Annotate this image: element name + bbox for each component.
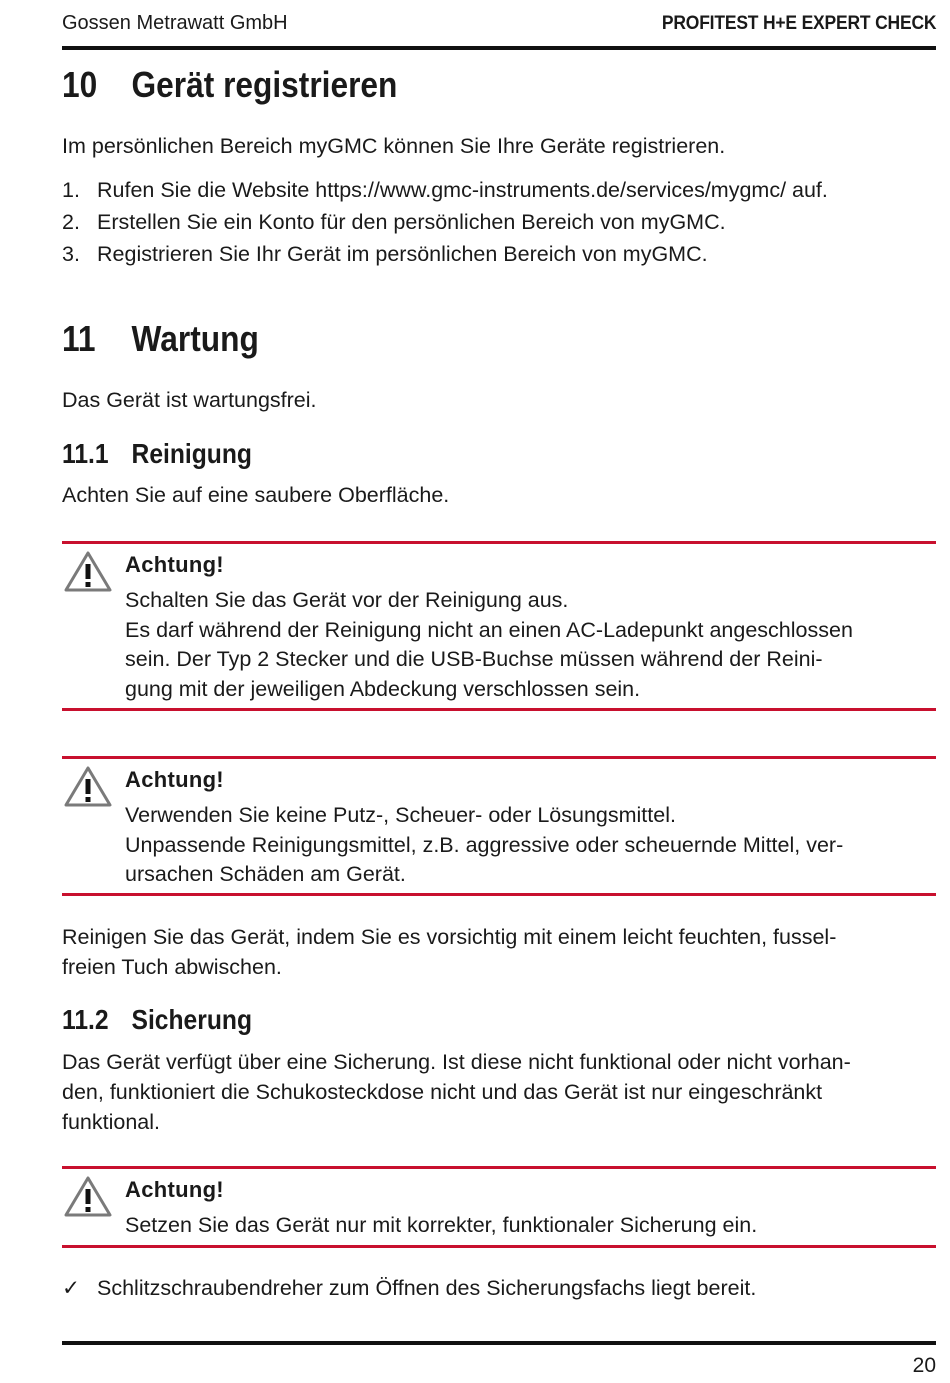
registration-steps bbox=[62, 174, 936, 270]
warning-title: Achtung! bbox=[125, 552, 224, 577]
warning-title: Achtung! bbox=[125, 1177, 224, 1202]
section-11-2-intro bbox=[62, 1047, 936, 1137]
warning-title: Achtung! bbox=[125, 767, 224, 792]
warning-text bbox=[125, 801, 936, 890]
section-number: 11.1 bbox=[62, 438, 109, 469]
step-number: 2. bbox=[62, 210, 80, 234]
step-number: 3. bbox=[62, 242, 80, 266]
warning-line: gung mit der jeweiligen Abdeckung verschlossen sein. bbox=[125, 676, 641, 701]
warning-box-cleaning-agents bbox=[62, 756, 936, 896]
step-text: Erstellen Sie ein Konto für den persönlichen Bereich von myGMC. bbox=[97, 210, 726, 234]
warning-line: Unpassende Reinigungsmittel, z.B. aggressive oder scheuernde Mittel, ver- bbox=[125, 832, 844, 857]
warning-box-fuse bbox=[62, 1166, 936, 1248]
cleaning-instructions bbox=[62, 922, 936, 982]
section-number: 10 bbox=[62, 64, 98, 105]
section-10-intro: Im persönlichen Bereich myGMC können Sie Ihre Geräte registrieren. bbox=[62, 134, 726, 158]
section-number: 11 bbox=[62, 318, 96, 359]
footer-rule bbox=[62, 1341, 936, 1345]
paragraph-line: funktional. bbox=[62, 1110, 161, 1134]
section-title: Wartung bbox=[131, 318, 259, 359]
warning-text bbox=[125, 1211, 936, 1241]
step-text: Rufen Sie die Website https://www.gmc-instruments.de/services/mygmc/ auf. bbox=[97, 178, 828, 202]
paragraph-line: freien Tuch abwischen. bbox=[62, 955, 282, 979]
warning-triangle-icon bbox=[64, 550, 112, 592]
section-11-1-intro: Achten Sie auf eine saubere Oberfläche. bbox=[62, 483, 450, 507]
header-company: Gossen Metrawatt GmbH bbox=[62, 12, 288, 34]
step-number: 1. bbox=[62, 178, 80, 202]
step-text: Registrieren Sie Ihr Gerät im persönlichen Bereich von myGMC. bbox=[97, 242, 708, 266]
page-header bbox=[62, 12, 936, 38]
list-item bbox=[62, 206, 936, 238]
checkmark-icon: ✓ bbox=[62, 1276, 81, 1300]
prerequisite-text: Schlitzschraubendreher zum Öffnen des Sicherungsfachs liegt bereit. bbox=[97, 1276, 757, 1300]
warning-text bbox=[125, 586, 936, 704]
warning-line: ursachen Schäden am Gerät. bbox=[125, 862, 406, 886]
section-title: Reinigung bbox=[131, 438, 252, 469]
paragraph-line: Das Gerät verfügt über eine Sicherung. Ist diese nicht funktional oder nicht vorhan- bbox=[62, 1050, 851, 1074]
section-10-heading bbox=[62, 64, 397, 106]
warning-triangle-icon bbox=[64, 1175, 112, 1217]
warning-line: Schalten Sie das Gerät vor der Reinigung aus. bbox=[125, 588, 569, 612]
section-11-intro: Das Gerät ist wartungsfrei. bbox=[62, 388, 317, 412]
prerequisite-item bbox=[62, 1273, 756, 1303]
manual-page bbox=[62, 0, 936, 1383]
paragraph-line: den, funktioniert die Schukosteckdose nicht und das Gerät ist nur eingeschränkt bbox=[62, 1080, 823, 1104]
paragraph-line: Reinigen Sie das Gerät, indem Sie es vorsichtig mit einem leicht feuchten, fussel- bbox=[62, 925, 837, 949]
section-11-heading bbox=[62, 318, 259, 360]
warning-triangle-icon bbox=[64, 765, 112, 807]
warning-line: sein. Der Typ 2 Stecker und die USB-Buchse müssen während der Reini- bbox=[125, 647, 823, 671]
section-title: Gerät registrieren bbox=[131, 64, 398, 105]
warning-line: Setzen Sie das Gerät nur mit korrekter, funktionaler Sicherung ein. bbox=[125, 1213, 758, 1237]
header-product: PROFITEST H+E EXPERT CHECK bbox=[661, 13, 936, 34]
section-11-2-heading bbox=[62, 1004, 252, 1036]
section-11-1-heading bbox=[62, 438, 252, 470]
header-rule bbox=[62, 46, 936, 50]
warning-box-cleaning-power bbox=[62, 541, 936, 711]
section-number: 11.2 bbox=[62, 1004, 109, 1035]
section-title: Sicherung bbox=[131, 1004, 253, 1035]
warning-line: Verwenden Sie keine Putz-, Scheuer- oder Lösungsmittel. bbox=[125, 803, 676, 827]
warning-line: Es darf während der Reinigung nicht an einen AC-Ladepunkt angeschlossen bbox=[125, 617, 853, 642]
list-item bbox=[62, 238, 936, 270]
list-item bbox=[62, 174, 936, 206]
page-number: 20 bbox=[912, 1354, 936, 1377]
